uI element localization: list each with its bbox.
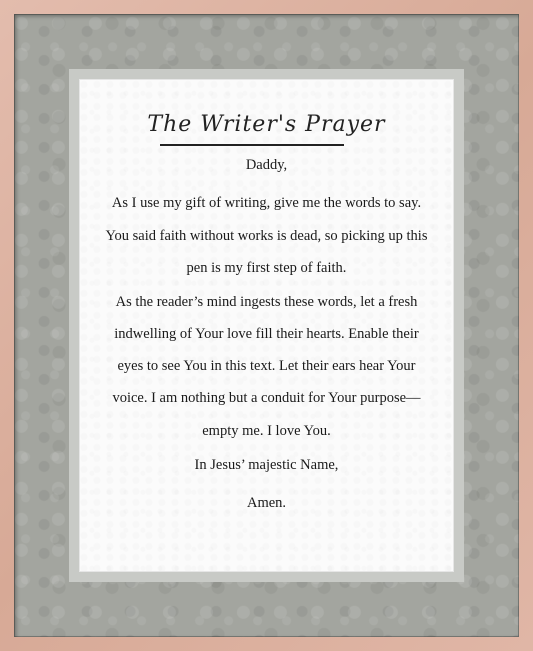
prayer-line: indwelling of Your love fill their hearts. Enable their <box>114 326 419 342</box>
prayer-line: pen is my first step of faith. <box>186 260 347 276</box>
prayer-line: You said faith without works is dead, so picking up this <box>105 228 428 244</box>
prayer-line: eyes to see You in this text. Let their ears hear Your <box>117 358 416 374</box>
amen-line: Amen. <box>246 495 287 511</box>
prayer-line: empty me. I love You. <box>202 423 331 439</box>
title-underline <box>160 144 344 146</box>
greeting-line: Daddy, <box>245 157 288 173</box>
prayer-line: voice. I am nothing but a conduit for Your purpose— <box>112 390 421 406</box>
prayer-title: The Writer's Prayer <box>147 112 386 137</box>
prayer-line: As I use my gift of writing, give me the words to say. <box>111 195 422 211</box>
closing-line: In Jesus’ majestic Name, <box>194 457 339 473</box>
prayer-line: As the reader’s mind ingests these words, let a fresh <box>115 294 418 310</box>
